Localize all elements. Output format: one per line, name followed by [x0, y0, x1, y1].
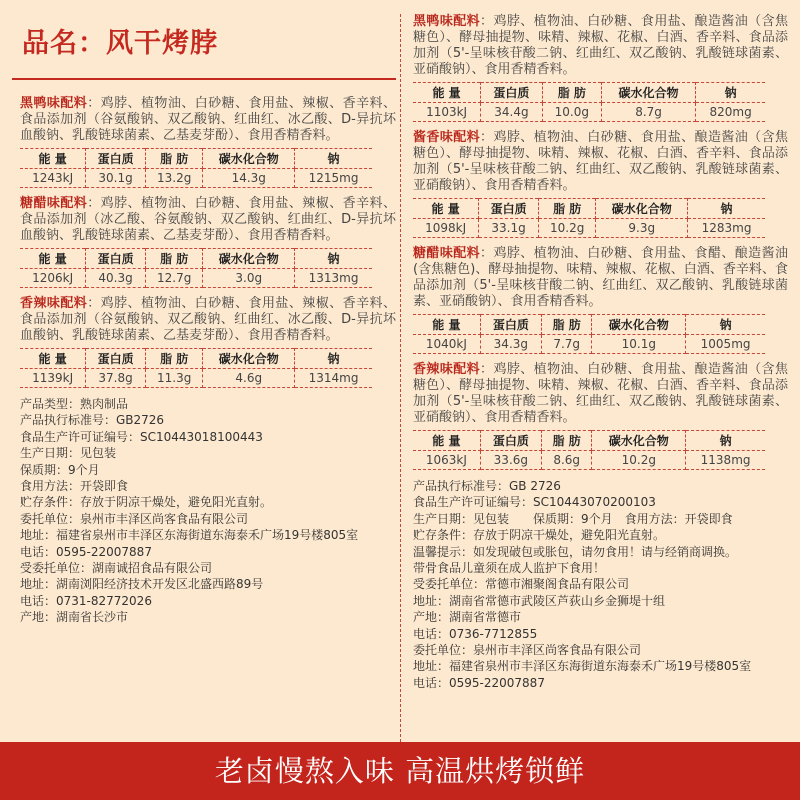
nutrition-header-row [413, 83, 765, 103]
ingredient-text [413, 246, 788, 310]
nutrition-value: 10.1g [592, 335, 686, 354]
nutrition-header: 蛋白质 [86, 249, 146, 269]
nutrition-value-row [413, 451, 765, 470]
nutrition-table [20, 348, 372, 388]
nutrition-header: 脂 肪 [145, 349, 203, 369]
nutrition-value: 8.6g [541, 451, 592, 470]
left-column [12, 14, 396, 742]
nutrition-header: 钠 [696, 83, 765, 103]
nutrition-table [20, 248, 372, 288]
nutrition-header-row [20, 349, 372, 369]
nutrition-value-row [20, 269, 372, 288]
nutrition-header-row [20, 149, 372, 169]
nutrition-value-row [413, 219, 765, 238]
nutrition-header: 钠 [686, 315, 765, 335]
nutrition-value: 34.3g [480, 335, 541, 354]
info-line: 委托单位：泉州市丰泽区尚客食品有限公司 [20, 511, 249, 526]
nutrition-header: 蛋白质 [481, 83, 543, 103]
info-line: 带骨食品儿童须在成人监护下食用！ [413, 561, 606, 576]
nutrition-value: 12.7g [145, 269, 203, 288]
info-line: 受委托单位：湖南诚招食品有限公司 [20, 561, 213, 576]
nutrition-value: 14.3g [203, 169, 295, 188]
nutrition-value: 1215mg [295, 169, 372, 188]
info-line: 产品执行标准号：GB2726 [20, 413, 165, 428]
nutrition-header: 碳水化合物 [203, 249, 295, 269]
nutrition-header: 碳水化合物 [203, 149, 295, 169]
product-info [413, 478, 788, 691]
nutrition-header: 钠 [295, 349, 372, 369]
ingredient-label: 黑鸭味配料 [20, 96, 88, 111]
nutrition-header: 蛋白质 [86, 349, 146, 369]
product-title: 品名：风干烤脖 [22, 28, 218, 59]
nutrition-header: 蛋白质 [86, 149, 146, 169]
ingredient-list: ：鸡脖、植物油、白砂糖、食用盐、辣椒、香辛料、食品添加剂（谷氨酸钠、双乙酸钠、红曲红、冰乙酸、D-异抗坏血酸钠、乳酸链球菌素、乙基麦芽酚）、食用香精香料。 [20, 296, 396, 343]
info-line: 食用方法：开袋即食 [20, 479, 129, 494]
ingredient-section [405, 246, 788, 354]
nutrition-header-row [20, 249, 372, 269]
nutrition-header: 碳水化合物 [203, 349, 295, 369]
ingredient-text [413, 130, 788, 194]
ingredient-label: 黑鸭味配料 [413, 14, 481, 29]
nutrition-header: 脂 肪 [541, 315, 592, 335]
info-line: 地址：湖南浏阳经济技术开发区北盛西路89号 [20, 577, 264, 592]
nutrition-header: 脂 肪 [145, 249, 203, 269]
nutrition-value: 1313mg [295, 269, 372, 288]
nutrition-value: 9.3g [596, 219, 688, 238]
nutrition-header-row [413, 431, 765, 451]
ingredient-label: 糖醋味配料 [413, 246, 481, 261]
nutrition-value: 1283mg [688, 219, 765, 238]
nutrition-header: 能 量 [20, 349, 86, 369]
ingredient-text [413, 362, 788, 426]
nutrition-value: 3.0g [203, 269, 295, 288]
info-line: 产品执行标准号：GB 2726 [413, 479, 561, 493]
nutrition-value: 33.6g [480, 451, 541, 470]
nutrition-header: 蛋白质 [479, 199, 539, 219]
nutrition-value: 37.8g [86, 369, 146, 388]
nutrition-header: 钠 [295, 149, 372, 169]
nutrition-header: 能 量 [20, 249, 86, 269]
info-line: 地址：湖南省常德市武陵区芦荻山乡金狮堤十组 [413, 593, 666, 608]
product-info [20, 396, 396, 626]
nutrition-header: 脂 肪 [542, 83, 601, 103]
nutrition-table [413, 430, 765, 470]
nutrition-value: 10.2g [538, 219, 596, 238]
nutrition-value: 1138mg [686, 451, 765, 470]
nutrition-header: 脂 肪 [145, 149, 203, 169]
info-line: 委托单位：泉州市丰泽区尚客食品有限公司 [413, 643, 642, 658]
nutrition-table [413, 198, 765, 238]
ingredient-label: 酱香味配料 [413, 130, 481, 145]
nutrition-value: 8.7g [601, 103, 695, 122]
info-line: 贮存条件：存放于阴凉干燥处，避免阳光直射。 [413, 528, 666, 543]
ingredient-list: ：鸡脖、植物油、白砂糖、食用盐、酿造酱油（含焦糖色）、酵母抽提物、味精、辣椒、花椒、白酒、香辛料、食品添加剂（5'-呈味核苷酸二钠、红曲红、双乙酸钠、乳酸链球菌素、亚硝酸钠）、食用香精香料。 [413, 14, 788, 77]
nutrition-value: 1314mg [295, 369, 372, 388]
ingredient-text [413, 14, 788, 78]
ingredient-section [405, 130, 788, 238]
right-column [405, 14, 788, 742]
info-line: 电话：0731-82772026 [20, 593, 152, 608]
ingredient-list: ：鸡脖、植物油、白砂糖、食用盐、酿造酱油（含焦糖色）、酵母抽提物、味精、辣椒、花椒、白酒、香辛料、食品添加剂（5'-呈味核苷酸二钠、红曲红、双乙酸钠、乳酸链球菌素、亚硝酸钠）、食用香精香料。 [413, 130, 788, 193]
info-line: 受委托单位：常德市湘聚阁食品有限公司 [413, 577, 630, 592]
nutrition-header: 钠 [295, 249, 372, 269]
ingredient-list: ：鸡脖、植物油、白砂糖、食用盐、辣椒、香辛料、食品添加剂（谷氨酸钠、双乙酸钠、红曲红、冰乙酸、D-异抗坏血酸钠、乳酸链球菌素、乙基麦芽酚）、食用香精香料。 [20, 96, 396, 143]
info-line: 产地：湖南省长沙市 [20, 610, 129, 625]
nutrition-value: 33.1g [479, 219, 539, 238]
ingredient-list: ：鸡脖、植物油、白砂糖、食用盐、辣椒、香辛料、食品添加剂（冰乙酸、谷氨酸钠、双乙酸钠、红曲红、D-异抗坏血酸钠、乳酸链球菌素、乙基麦芽酚）、食用香精香料。 [20, 196, 396, 243]
nutrition-value: 1098kJ [413, 219, 479, 238]
ingredient-label: 糖醋味配料 [20, 196, 88, 211]
ingredient-section [405, 362, 788, 470]
nutrition-value-row [20, 369, 372, 388]
nutrition-value: 10.0g [542, 103, 601, 122]
nutrition-value: 4.6g [203, 369, 295, 388]
ingredient-section [405, 14, 788, 122]
nutrition-value: 1206kJ [20, 269, 86, 288]
nutrition-value: 34.4g [481, 103, 543, 122]
info-line: 生产日期：见包装 [20, 446, 117, 461]
info-line: 电话：0736-7712855 [413, 626, 538, 641]
info-line: 产品类型：熟肉制品 [20, 397, 129, 411]
nutrition-value: 1005mg [686, 335, 765, 354]
nutrition-value: 13.2g [145, 169, 203, 188]
nutrition-table [20, 148, 372, 188]
nutrition-header: 脂 肪 [538, 199, 596, 219]
nutrition-value: 1103kJ [413, 103, 481, 122]
nutrition-value: 7.7g [541, 335, 592, 354]
info-line: 保质期：9个月 [20, 462, 100, 477]
info-line: 电话：0595-22007887 [413, 675, 545, 690]
nutrition-header: 能 量 [413, 315, 480, 335]
ingredient-label: 香辣味配料 [20, 296, 88, 311]
nutrition-table [413, 314, 765, 354]
nutrition-value-row [413, 335, 765, 354]
nutrition-header: 碳水化合物 [596, 199, 688, 219]
nutrition-value: 1040kJ [413, 335, 480, 354]
ingredient-section [12, 196, 396, 288]
nutrition-value: 40.3g [86, 269, 146, 288]
nutrition-value-row [413, 103, 765, 122]
ingredient-label: 香辣味配料 [413, 362, 481, 377]
column-divider [400, 14, 401, 742]
info-line: 温馨提示：如发现破包或胀包，请勿食用！请与经销商调换。 [413, 544, 738, 559]
info-line: 食品生产许可证编号：SC10443070200103 [413, 495, 656, 510]
nutrition-header: 碳水化合物 [592, 315, 686, 335]
info-line: 电话：0595-22007887 [20, 544, 152, 559]
nutrition-header: 蛋白质 [480, 431, 541, 451]
nutrition-header: 能 量 [413, 431, 480, 451]
nutrition-header: 能 量 [413, 83, 481, 103]
nutrition-value: 1063kJ [413, 451, 480, 470]
slogan-banner: 老卤慢熬入味 高温烘烤锁鲜 [0, 742, 800, 800]
nutrition-value: 1139kJ [20, 369, 86, 388]
info-line: 地址：福建省泉州市丰泽区东海街道东海泰禾广场19号楼805室 [413, 659, 752, 674]
ingredient-list: ：鸡脖、植物油、白砂糖、食用盐、食醋、酿造酱油(含焦糖色)、酵母抽提物、味精、辣椒、花椒、白酒、香辛料、食品添加剂（5'-呈味核苷酸二钠、红曲红、双乙酸钠、乳酸链球菌素、亚硝酸钠）、食用香精香料。 [413, 246, 788, 309]
info-line: 食品生产许可证编号：SC10443018100443 [20, 429, 263, 444]
nutrition-value: 820mg [696, 103, 765, 122]
nutrition-header: 碳水化合物 [592, 431, 686, 451]
ingredient-text [20, 196, 396, 244]
title-underline [12, 78, 396, 80]
ingredient-text [20, 96, 396, 144]
nutrition-value: 30.1g [86, 169, 146, 188]
nutrition-value-row [20, 169, 372, 188]
info-line: 产地：湖南省常德市 [413, 610, 522, 625]
nutrition-table [413, 82, 765, 122]
nutrition-header: 脂 肪 [541, 431, 592, 451]
nutrition-header-row [413, 199, 765, 219]
nutrition-header: 蛋白质 [480, 315, 541, 335]
nutrition-value: 10.2g [592, 451, 686, 470]
nutrition-header: 钠 [688, 199, 765, 219]
ingredient-text [20, 296, 396, 344]
nutrition-value: 1243kJ [20, 169, 86, 188]
ingredient-section [12, 96, 396, 188]
nutrition-header: 碳水化合物 [601, 83, 695, 103]
nutrition-header: 能 量 [413, 199, 479, 219]
info-line: 地址：福建省泉州市丰泽区东海街道东海泰禾广场19号楼805室 [20, 528, 359, 543]
nutrition-header: 能 量 [20, 149, 86, 169]
nutrition-value: 11.3g [145, 369, 203, 388]
ingredient-section [12, 296, 396, 388]
nutrition-header: 钠 [686, 431, 765, 451]
nutrition-header-row [413, 315, 765, 335]
info-line: 贮存条件：存放于阴凉干燥处，避免阳光直射。 [20, 495, 273, 510]
ingredient-list: ：鸡脖、植物油、白砂糖、食用盐、酿造酱油（含焦糖色）、酵母抽提物、味精、辣椒、花椒、白酒、香辛料、食品添加剂（5'-呈味核苷酸二钠、红曲红、双乙酸钠、乳酸链球菌素、亚硝酸钠）、食用香精香料。 [413, 362, 788, 425]
info-line: 生产日期：见包装 保质期：9个月 食用方法：开袋即食 [413, 511, 733, 526]
